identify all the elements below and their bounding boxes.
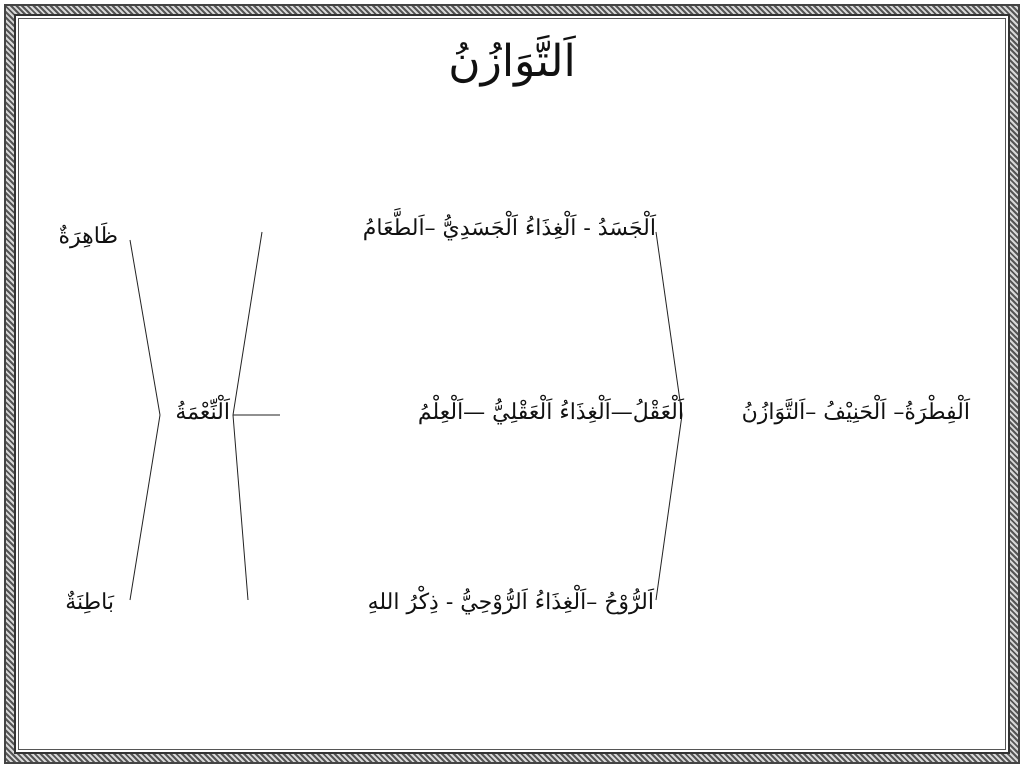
connector-root-top bbox=[656, 232, 682, 415]
connector-root-bottom bbox=[656, 415, 682, 600]
branch-mind: اَلْعَقْلُ—اَلْغِذَاءُ اَلْعَقْلِيُّ —اَلْعِلْمُ bbox=[417, 400, 684, 425]
root-node: اَلْفِطْرَةُ– اَلْحَنِيْفُ –اَلتَّوَازُنُ bbox=[741, 400, 970, 425]
branch-body: اَلْجَسَدُ - اَلْغِذَاءُ اَلْجَسَدِيُّ –اَلطَّعَامُ bbox=[362, 216, 656, 241]
branch-spirit: اَلرُّوْحُ –اَلْغِذَاءُ اَلرُّوْحِيُّ - ذِكْرُ اللهِ bbox=[367, 590, 654, 615]
blessing-node: اَلْنِّعْمَةُ bbox=[175, 400, 230, 425]
blessing-outward: ظَاهِرَةٌ bbox=[58, 224, 118, 249]
connector-blessing-bottom bbox=[233, 415, 248, 600]
connector-type-bottom bbox=[130, 415, 160, 600]
page-title: اَلتَّوَازُنُ bbox=[448, 36, 576, 87]
blessing-inward: بَاطِنَةٌ bbox=[65, 590, 114, 615]
connector-type-top bbox=[130, 240, 160, 415]
connector-blessing-top bbox=[233, 232, 262, 415]
